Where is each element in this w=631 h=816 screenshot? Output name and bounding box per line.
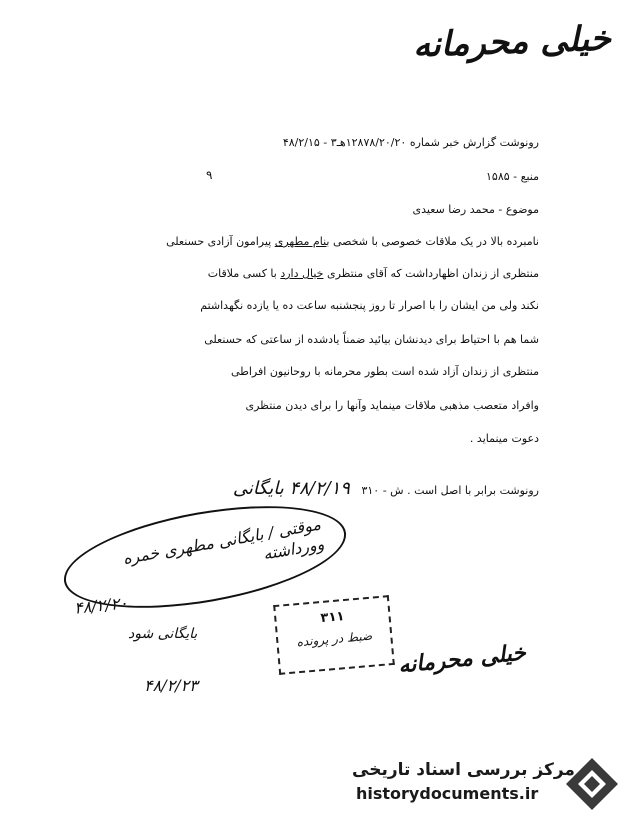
subject-line: موضوع - محمد رضا سعیدی bbox=[412, 203, 539, 216]
repeat-classification: خیلی محرمانه bbox=[396, 639, 528, 679]
watermark-url: historydocuments.ir bbox=[356, 784, 539, 803]
source-line: منبع - ۱۵۸۵ bbox=[486, 170, 539, 183]
report-copy-line: رونوشت گزارش خبر شماره ۱۲۸۷۸/۲۰/۲۰هـ۳ - ۴۸/۲/۱۵ bbox=[282, 136, 539, 149]
archive-logo-icon bbox=[560, 754, 624, 814]
body-line-1-before: نامبرده بالا در یک ملاقات خصوصی با شخصی bbox=[332, 235, 539, 248]
small-mark: ۹ bbox=[206, 168, 213, 182]
body-line-1-underlined: بنام مطهری bbox=[274, 235, 330, 248]
body-line-4: شما هم با احتیاط برای دیدنشان بیائید ضمناً یادشده از ساعتی که حسنعلی bbox=[204, 333, 539, 346]
attestation-handwritten: ۴۸/۲/۱۹ بایگانی bbox=[232, 478, 350, 499]
body-line-3: نکند ولی من ایشان را با اصرار تا روز پنجشنبه ساعت ده یا یازده نگهداشتم bbox=[200, 299, 539, 312]
handwritten-date-2: ۴۸/۲/۲۳ bbox=[144, 676, 198, 695]
body-line-2-underlined: خیال دارد bbox=[280, 267, 324, 280]
archive-stamp bbox=[273, 595, 395, 675]
body-line-6: وافراد متعصب مذهبی ملاقات مینماید وآنها را برای دیدن منتظری bbox=[245, 399, 539, 412]
handwritten-date-1: ۴۸/۲/۲۰ bbox=[73, 593, 129, 618]
body-line-7: دعوت مینماید . bbox=[469, 432, 539, 445]
stamp-number: ۳۱۱ bbox=[319, 609, 345, 627]
attestation-line bbox=[233, 478, 539, 499]
body-line-1-after: پیرامون آزادی حسنعلی bbox=[166, 235, 272, 248]
stamp-text: ضبط در پرونده bbox=[296, 628, 373, 650]
signature-note: بایگانی شود bbox=[128, 626, 198, 642]
body-line-2 bbox=[208, 267, 539, 280]
body-line-2-after: با کسی ملاقات bbox=[207, 267, 277, 280]
oval-note: موقتی / بایگانی مطهری خمره وورداشته bbox=[121, 514, 326, 569]
attestation-printed: رونوشت برابر با اصل است . ش - ۳۱۰ bbox=[361, 484, 539, 497]
body-line-2-before: منتظری از زندان اظهارداشت که آقای منتظری bbox=[326, 267, 539, 280]
body-line-5: منتظری از زندان آزاد شده است بطور محرمانه با روحانیون افراطی bbox=[230, 365, 539, 378]
classification-heading: خیلی محرمانه bbox=[412, 18, 612, 66]
watermark-name: مرکز بررسی اسناد تاریخی bbox=[352, 760, 575, 780]
body-line-1 bbox=[166, 235, 539, 248]
